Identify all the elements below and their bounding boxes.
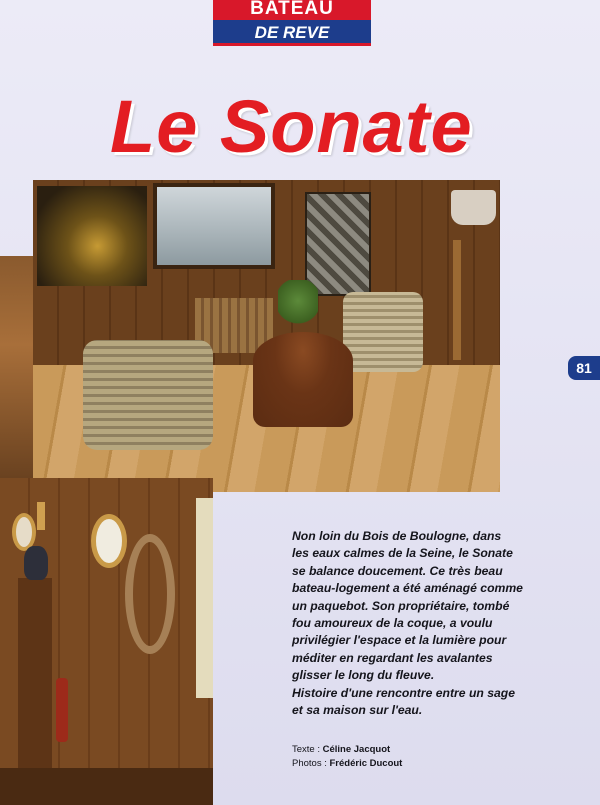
- credit-text-author: Céline Jacquot: [322, 744, 391, 755]
- photo-extinguisher: [56, 678, 68, 742]
- intro-line: méditer en regardant les avalantes: [292, 650, 493, 665]
- credit-text-label: Texte :: [292, 744, 323, 755]
- edge-photo-strip: [0, 256, 33, 478]
- article-intro: [292, 528, 522, 719]
- intro-line: Non loin du Bois de Boulogne, dans: [292, 529, 502, 543]
- photo-lifebuoy: [125, 534, 175, 654]
- credit-photo-author: Frédéric Ducout: [329, 758, 403, 769]
- photo-chair-right: [343, 292, 423, 372]
- photo-window: [153, 183, 275, 269]
- photo-painting-left: [37, 186, 147, 286]
- intro-line: Histoire d'une rencontre entre un sage: [292, 685, 515, 700]
- photo-lamp: [451, 190, 496, 225]
- credit-text: [292, 743, 492, 757]
- intro-line: et sa maison sur l'eau.: [292, 703, 423, 718]
- photo-floor: [0, 768, 213, 805]
- credit-photo-label: Photos :: [292, 758, 330, 769]
- section-badge: [213, 0, 371, 46]
- photo-chair-left: [83, 340, 213, 450]
- photo-wall-lamp: [37, 502, 45, 530]
- lower-photo-cabin: [0, 478, 213, 805]
- page-number-tab: 81: [568, 356, 600, 380]
- credits: [292, 743, 492, 771]
- badge-bottom-label: DE REVE: [213, 20, 371, 46]
- main-photo-living-room: [33, 180, 500, 492]
- intro-line: glisser le long du fleuve.: [292, 668, 435, 683]
- photo-plant: [278, 280, 318, 332]
- intro-line: fou amoureux de la coque, a voulu: [292, 616, 493, 631]
- photo-porthole: [91, 514, 127, 568]
- intro-line: les eaux calmes de la Seine, le Sonate: [292, 546, 513, 561]
- photo-shelf: [453, 240, 461, 360]
- badge-top-label: BATEAU: [213, 0, 371, 20]
- intro-line: un paquebot. Son propriétaire, tombé: [292, 598, 510, 613]
- intro-line: se balance doucement. Ce très beau: [292, 563, 503, 578]
- photo-round-table: [253, 332, 353, 427]
- intro-line: bateau-logement a été aménagé comme: [292, 581, 523, 596]
- photo-vase: [24, 546, 48, 580]
- credit-photo: [292, 757, 492, 771]
- photo-side-window: [196, 498, 213, 698]
- article-title: Le Sonate: [110, 85, 473, 168]
- intro-line: privilégier l'espace et la lumière pour: [292, 633, 507, 648]
